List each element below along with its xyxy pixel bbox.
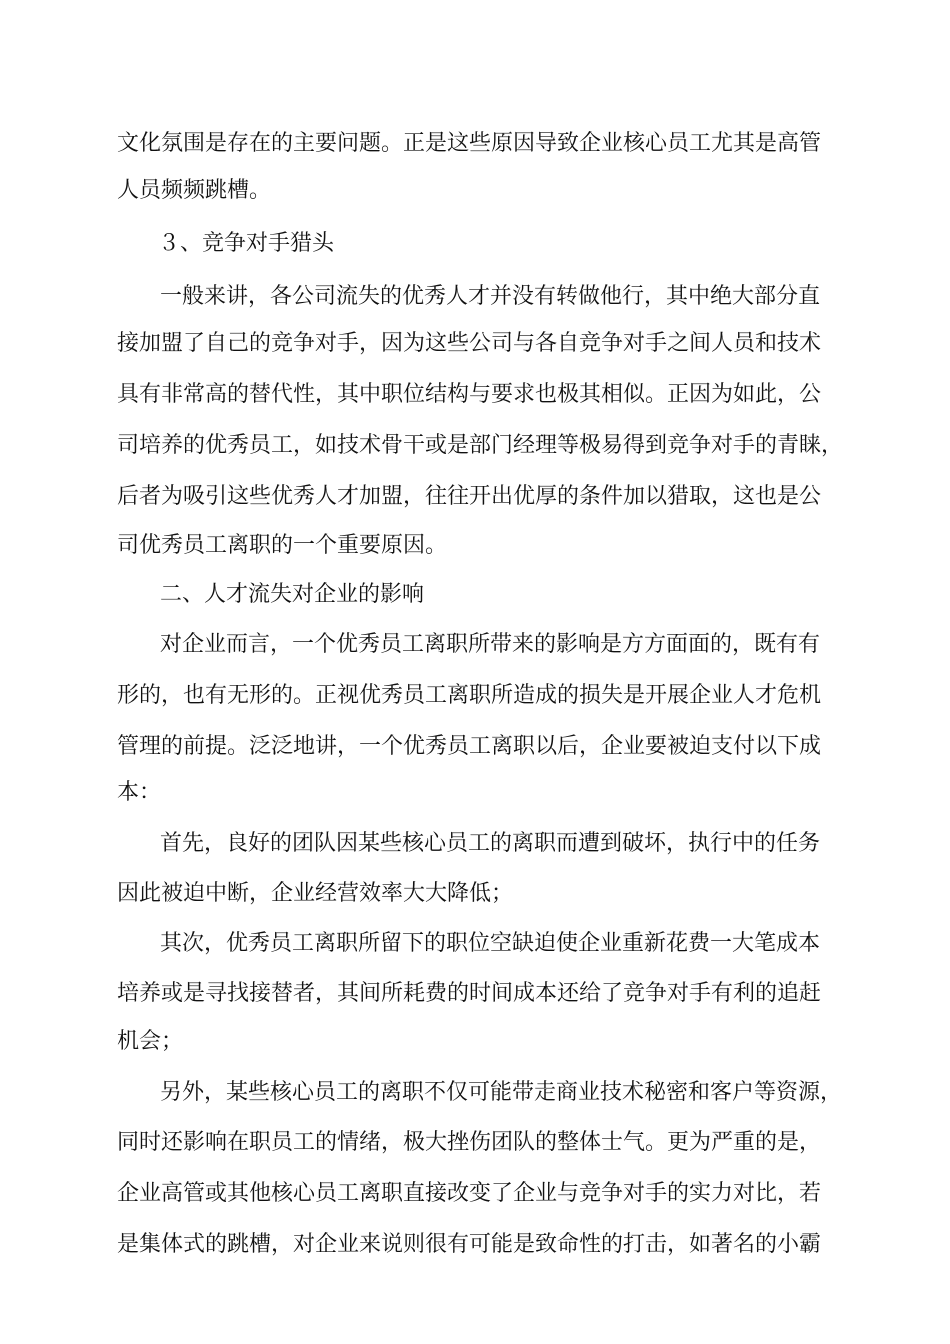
text-line: 形的，也有无形的。正视优秀员工离职所造成的损失是开展企业人才危机 [117,683,822,708]
text-line: 企业高管或其他核心员工离职直接改变了企业与竞争对手的实力对比，若 [117,1181,822,1206]
text-line: 后者为吸引这些优秀人才加盟，往往开出优厚的条件加以猎取，这也是公 [117,484,822,509]
text-line: 培养或是寻找接替者，其间所耗费的时间成本还给了竞争对手有利的追赶 [117,981,822,1006]
section-heading: 二、人才流失对企业的影响 [160,582,425,607]
text-line: 文化氛围是存在的主要问题。正是这些原因导致企业核心员工尤其是高管 [117,131,822,156]
text-line: 同时还影响在职员工的情绪，极大挫伤团队的整体士气。更为严重的是， [117,1130,822,1155]
text-line: 司培养的优秀员工，如技术骨干或是部门经理等极易得到竞争对手的青睐， [117,433,844,458]
text-line: 司优秀员工离职的一个重要原因。 [117,533,448,558]
text-line: 接加盟了自己的竞争对手，因为这些公司与各自竞争对手之间人员和技术 [117,331,822,356]
text-line: 因此被迫中断，企业经营效率大大降低； [117,881,514,906]
section-heading: ３、竞争对手猎头 [158,231,335,256]
text-line: 其次，优秀员工离职所留下的职位空缺迫使企业重新花费一大笔成本 [160,931,821,956]
text-line: 本： [117,780,162,805]
text-line: 首先，良好的团队因某些核心员工的离职而遭到破坏，执行中的任务 [160,831,821,856]
text-line: 人员频频跳槽。 [117,178,272,203]
text-line: 是集体式的跳槽，对企业来说则很有可能是致命性的打击，如著名的小霸 [117,1232,822,1257]
text-line: 具有非常高的替代性，其中职位结构与要求也极其相似。正因为如此，公 [117,382,822,407]
text-line: 管理的前提。泛泛地讲，一个优秀员工离职以后，企业要被迫支付以下成 [117,734,822,759]
text-line: 另外，某些核心员工的离职不仅可能带走商业技术秘密和客户等资源， [160,1080,843,1105]
text-line: 对企业而言，一个优秀员工离职所带来的影响是方方面面的，既有有 [160,632,821,657]
text-line: 机会； [117,1029,184,1054]
text-line: 一般来讲，各公司流失的优秀人才并没有转做他行，其中绝大部分直 [160,284,821,309]
